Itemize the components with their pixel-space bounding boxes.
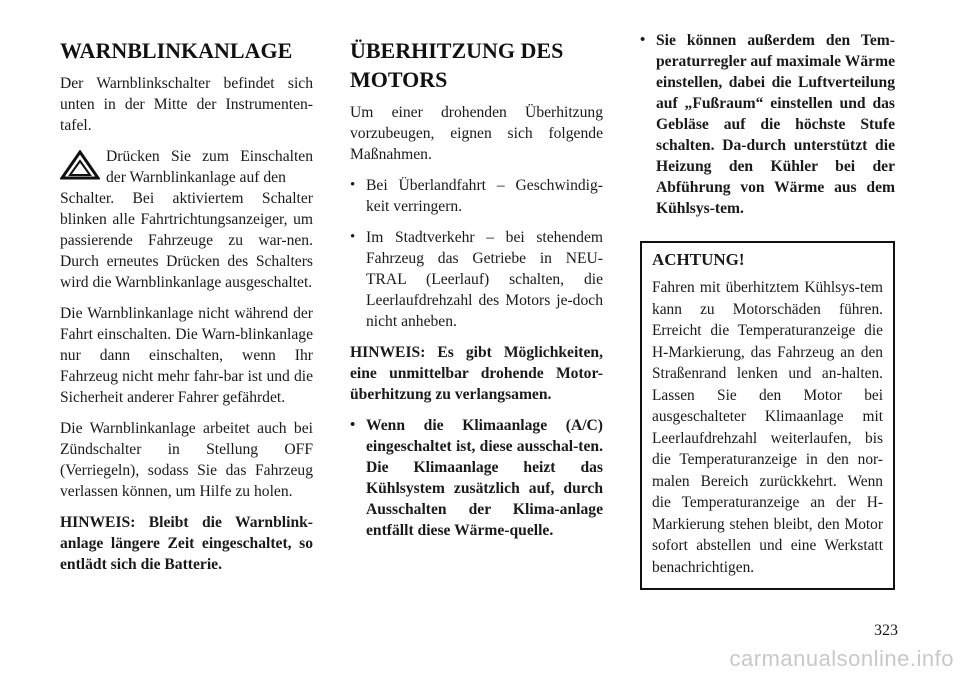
overheating-tips-list	[350, 415, 603, 541]
paragraph-overheating-intro: Um einer drohenden Überhitzung vorzubeugen, eignen sich folgende Maßnahmen.	[350, 104, 603, 163]
paragraph-ignition-off: Die Warnblinkanlage arbeitet auch bei Zündschalter in Stellung OFF (Verriegeln), sodass Sie das Fahrzeug verlassen können, um Hilfe zu holen.	[60, 420, 313, 500]
section-heading-hazard-lights: WARNBLINKANLAGE	[60, 38, 293, 63]
column-middle	[350, 30, 603, 551]
caution-box	[640, 241, 895, 590]
bullet-icon: •	[350, 177, 356, 193]
paragraph-switch-location: Der Warnblinkschalter befindet sich unten in der Mitte der Instrumenten-tafel.	[60, 75, 313, 134]
list-item: • Sie können außerdem den Tem-peraturregler auf maximale Wärme einstellen, dabei die Luftverteilung auf „Fußraum“ einstellen und das Gebläse auf die höchste Stufe schalten. Da-durch unterstützt die Heizung den Kühler bei der Abführung von Wärme aus dem Kühlsys-tem.	[640, 32, 895, 217]
column-right	[640, 30, 895, 590]
bullet-icon: •	[350, 229, 356, 245]
column-left	[60, 30, 313, 585]
paragraph-usage-warning: Die Warnblinkanlage nicht während der Fahrt einschalten. Die Warn-blinkanlage nur dann einschalten, wenn Ihr Fahrzeug nicht mehr fahr-bar ist und die Sicherheit anderer Fahrer gefährdet.	[60, 305, 313, 406]
overheating-measures-list	[350, 175, 603, 332]
hazard-instruction-block	[60, 146, 313, 293]
hazard-triangle-icon	[60, 150, 100, 180]
hazard-instruction-lead: Drücken Sie zum Einschalten der Warnblinkanlage auf den	[106, 148, 313, 186]
overheating-tips-list-continued	[640, 30, 895, 219]
bullet-icon: •	[640, 32, 646, 48]
page-number: 323	[874, 622, 898, 639]
hazard-instruction-rest: Schalter. Bei aktiviertem Schalter blinken alle Fahrtrichtungsanzeiger, um passierende Fahrzeuge zu war-nen. Durch erneutes Drücken des Schalters wird die Warnblinkanlage ausgeschaltet.	[60, 190, 313, 291]
list-item: • Bei Überlandfahrt – Geschwindig-keit verringern.	[350, 177, 603, 215]
bullet-icon: •	[350, 417, 356, 433]
section-heading-overheating: ÜBERHITZUNG DES MOTORS	[350, 38, 564, 92]
caution-title: ACHTUNG!	[652, 250, 745, 269]
watermark: carmanualsonline.info	[729, 646, 954, 671]
list-item: • Wenn die Klimaanlage (A/C) eingeschaltet ist, diese ausschal-ten. Die Klimaanlage heizt das Kühlsystem zusätzlich auf, durch Ausschalten der Klima-anlage entfällt diese Wärme-quelle.	[350, 417, 603, 539]
note-battery: HINWEIS: Bleibt die Warnblink-anlage längere Zeit eingeschaltet, so entlädt sich die Batterie.	[60, 514, 313, 573]
list-item: • Im Stadtverkehr – bei stehendem Fahrzeug das Getriebe in NEU-TRAL (Leerlauf) schalten, die Leerlaufdrehzahl des Motors je-doch nicht anheben.	[350, 229, 603, 330]
caution-text: Fahren mit überhitztem Kühlsys-tem kann zu Motorschäden führen. Erreicht die Temperaturanzeige die H-Markierung, das Fahrzeug an den Straßenrand lenken und an-halten. Lassen Sie den Motor bei ausgeschalteter Klimaanlage mit Leerlaufdrehzahl weiterlaufen, bis die Temperaturanzeige in den nor-malen Bereich zurückkehrt. Wenn die Temperaturanzeige an der H-Markierung stehen bleibt, den Motor sofort abstellen und eine Werkstatt benachrichtigen.	[652, 279, 883, 576]
note-overheating: HINWEIS: Es gibt Möglichkeiten, eine unmittelbar drohende Motor-überhitzung zu verlangsamen.	[350, 344, 603, 403]
